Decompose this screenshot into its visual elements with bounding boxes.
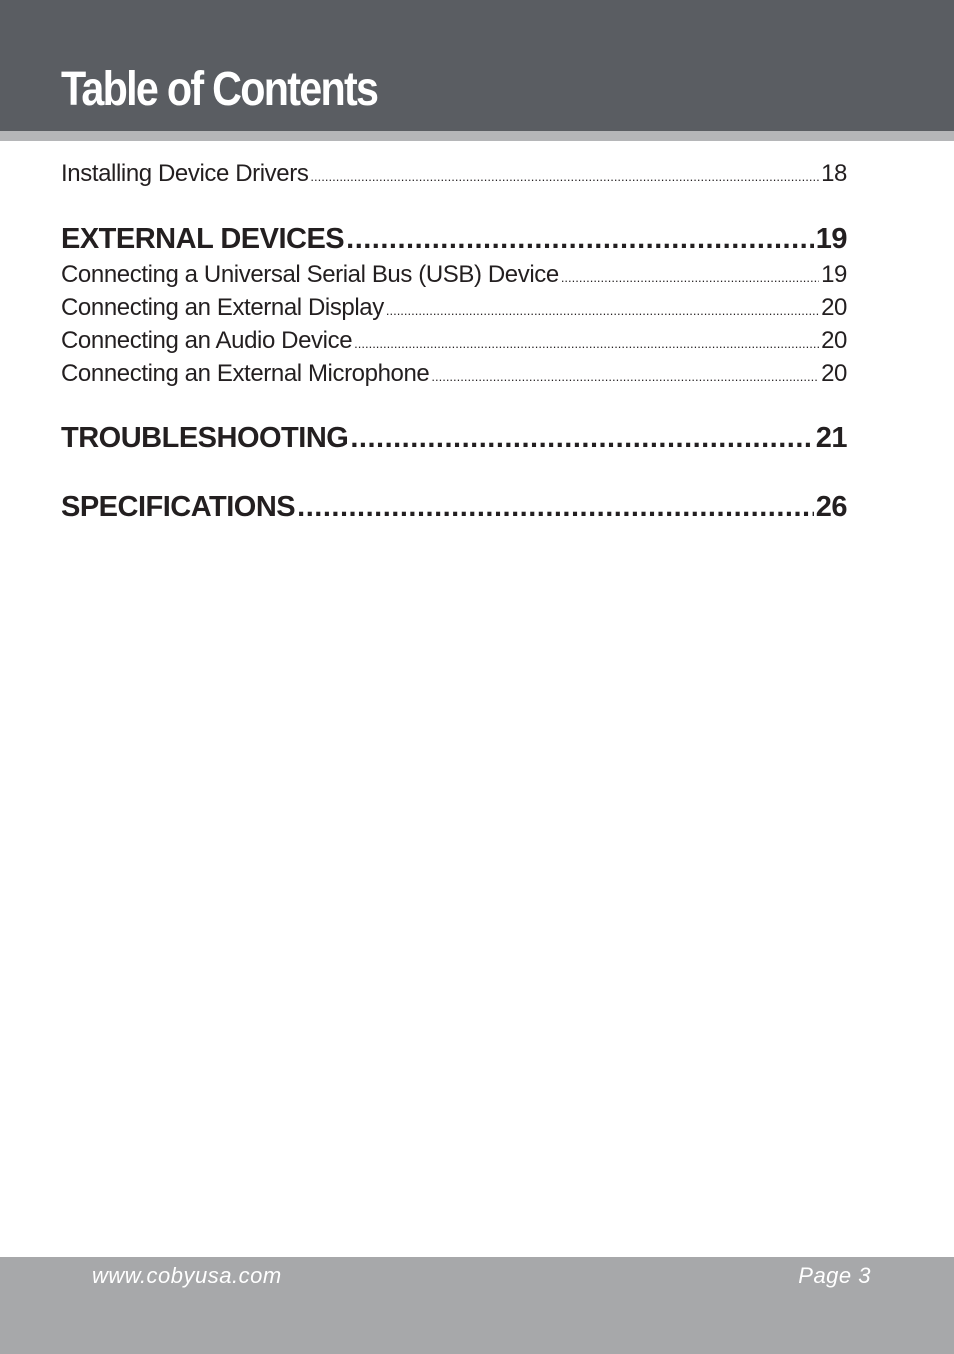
header-divider [0, 131, 954, 141]
toc-entry-audio-device[interactable] [61, 327, 847, 355]
toc-entry-installing-device-drivers[interactable] [61, 160, 847, 188]
toc-entry-page: 20 [821, 360, 847, 387]
toc-entry-usb-device[interactable] [61, 261, 847, 289]
page-title: Table of Contents [61, 63, 378, 116]
toc-entry-label: Installing Device Drivers [61, 160, 309, 187]
toc-entry-page: 20 [821, 327, 847, 354]
toc-entry-label: Connecting an Audio Device [61, 327, 353, 354]
dot-leader [431, 369, 819, 384]
toc-section-page: 21 [815, 422, 847, 454]
dot-leader [310, 169, 819, 184]
toc-entry-external-display[interactable] [61, 294, 847, 322]
toc-section-external-devices[interactable] [61, 223, 847, 256]
toc-section-page: 26 [815, 491, 847, 523]
dot-leader [346, 223, 814, 256]
toc-entry-label: Connecting a Universal Serial Bus (USB) Device [61, 261, 559, 288]
toc-section-label: TROUBLESHOOTING [61, 422, 349, 454]
footer-url: www.cobyusa.com [92, 1263, 282, 1288]
dot-leader [354, 336, 819, 351]
toc-section-specifications[interactable] [61, 491, 847, 524]
toc-entry-label: Connecting an External Display [61, 294, 384, 321]
toc-entry-external-microphone[interactable] [61, 360, 847, 388]
toc-entry-page: 18 [821, 160, 847, 187]
dot-leader [297, 491, 814, 524]
toc-section-page: 19 [815, 223, 847, 255]
dot-leader [561, 270, 819, 285]
toc-entry-label: Connecting an External Microphone [61, 360, 430, 387]
toc-entry-page: 19 [821, 261, 847, 288]
toc-section-label: EXTERNAL DEVICES [61, 223, 345, 255]
toc-entry-page: 20 [821, 294, 847, 321]
toc-section-troubleshooting[interactable] [61, 422, 847, 455]
dot-leader [386, 303, 819, 318]
dot-leader [350, 422, 813, 455]
footer-page-number: Page 3 [798, 1263, 871, 1288]
toc-section-label: SPECIFICATIONS [61, 491, 296, 523]
